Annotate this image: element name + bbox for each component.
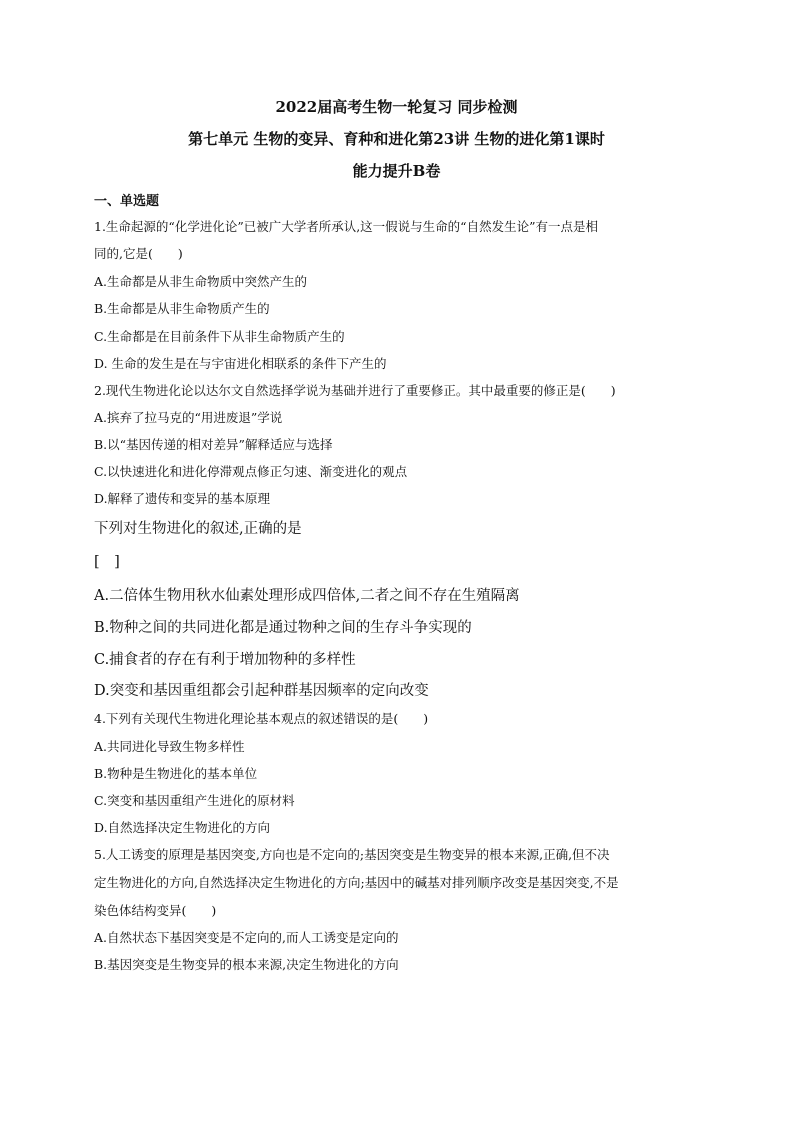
q1-stem-line2: 同的,它是( ) [94, 246, 183, 261]
q2-option-d: D.解释了遗传和变异的基本原理 [94, 491, 271, 506]
q4-stem: 4.下列有关现代生物进化理论基本观点的叙述错误的是( ) [94, 711, 429, 726]
q1-option-a: A.生命都是从非生命物质中突然产生的 [94, 274, 308, 289]
q5-stem-line3: 染色体结构变异( ) [94, 903, 217, 918]
doc-subtitle: 第七单元 生物的变异、育种和进化第23讲 生物的进化第1课时 [188, 130, 605, 148]
q2-stem: 2.现代生物进化论以达尔文自然选择学说为基础并进行了重要修正。其中最重要的修正是( ) [94, 383, 616, 398]
q3-answer-bracket: [ ] [94, 554, 120, 570]
q5-stem-line2: 定生物进化的方向,自然选择决定生物进化的方向;基因中的碱基对排列顺序改变是基因突变,不是 [94, 875, 619, 890]
q4-option-a: A.共同进化导致生物多样性 [94, 739, 245, 754]
q4-option-d: D.自然选择决定生物进化的方向 [94, 820, 271, 835]
q3-option-d: D.突变和基因重组都会引起种群基因频率的定向改变 [94, 683, 429, 699]
section-heading: 一、单选题 [94, 194, 160, 209]
q5-stem-line1: 5.人工诱变的原理是基因突变,方向也是不定向的;基因突变是生物变异的根本来源,正确,但不决 [94, 847, 610, 862]
q4-option-c: C.突变和基因重组产生进化的原材料 [94, 793, 295, 808]
q5-option-b: B.基因突变是生物变异的根本来源,决定生物进化的方向 [94, 957, 399, 972]
q3-option-a: A.二倍体生物用秋水仙素处理形成四倍体,二者之间不存在生殖隔离 [94, 588, 520, 604]
q1-option-c: C.生命都是在目前条件下从非生命物质产生的 [94, 329, 345, 344]
q2-option-a: A.摈弃了拉马克的“用进废退”学说 [94, 410, 283, 425]
q2-option-b: B.以“基因传递的相对差异”解释适应与选择 [94, 437, 333, 452]
q1-option-d: D. 生命的发生是在与宇宙进化相联系的条件下产生的 [94, 356, 387, 371]
doc-title: 2022届高考生物一轮复习 同步检测 [275, 98, 518, 116]
q1-option-b: B.生命都是从非生命物质产生的 [94, 301, 270, 316]
q2-option-c: C.以快速进化和进化停滞观点修正匀速、渐变进化的观点 [94, 464, 408, 479]
doc-subtitle-volume: 能力提升B卷 [352, 162, 441, 180]
q3-option-b: B.物种之间的共同进化都是通过物种之间的生存斗争实现的 [94, 620, 472, 636]
q3-stem: 下列对生物进化的叙述,正确的是 [94, 521, 302, 537]
q3-option-c: C.捕食者的存在有利于增加物种的多样性 [94, 652, 356, 668]
q5-option-a: A.自然状态下基因突变是不定向的,而人工诱变是定向的 [94, 930, 399, 945]
q4-option-b: B.物种是生物进化的基本单位 [94, 766, 258, 781]
q1-stem-line1: 1.生命起源的“化学进化论”已被广大学者所承认,这一假说与生命的“自然发生论”有一点是相 [94, 219, 598, 234]
